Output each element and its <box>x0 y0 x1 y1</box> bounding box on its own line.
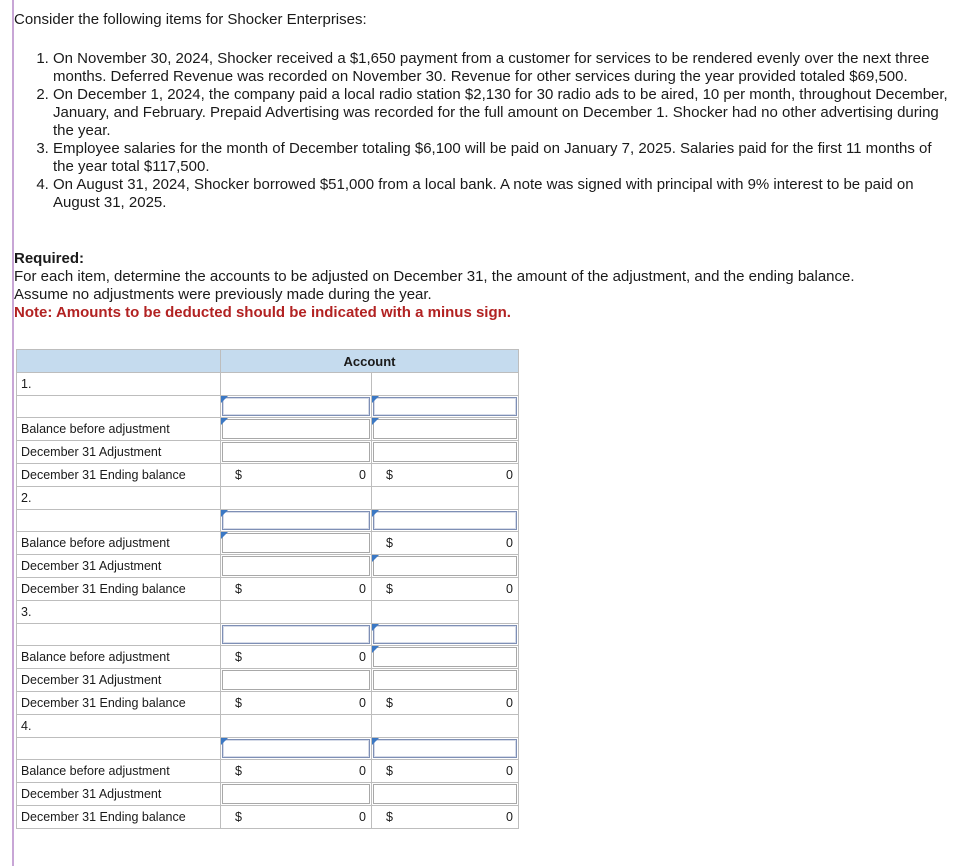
row-label-adjust: December 31 Adjustment <box>17 783 221 806</box>
ending-balance-value: 0 <box>359 696 366 710</box>
account-name-select[interactable] <box>373 739 517 758</box>
row-label-adjust: December 31 Adjustment <box>17 441 221 464</box>
row-label-ending: December 31 Ending balance <box>17 578 221 601</box>
account-name-select[interactable] <box>222 397 370 416</box>
ending-balance-value: 0 <box>359 810 366 824</box>
ending-balance-value: 0 <box>506 810 513 824</box>
dropdown-flag-icon <box>372 738 379 745</box>
row-label-before: Balance before adjustment <box>17 418 221 441</box>
ending-balance-value: 0 <box>506 468 513 482</box>
row-label-before: Balance before adjustment <box>17 646 221 669</box>
dropdown-flag-icon <box>372 646 379 653</box>
currency-symbol: $ <box>235 810 242 824</box>
dropdown-flag-icon <box>221 396 228 403</box>
row-label-ending: December 31 Ending balance <box>17 464 221 487</box>
balance-value: 0 <box>359 764 366 778</box>
row-label-ending: December 31 Ending balance <box>17 692 221 715</box>
balance-value: 0 <box>506 536 513 550</box>
row-label-before: Balance before adjustment <box>17 532 221 555</box>
dropdown-flag-icon <box>372 624 379 631</box>
required-heading: Required: <box>14 250 85 267</box>
amount-input[interactable] <box>222 670 370 690</box>
adjustment-table <box>16 349 519 829</box>
item-number: 3. <box>17 601 221 624</box>
list-item: 3. Employee salaries for the month of December totaling $6,100 will be paid on January 7, 2025. Salaries paid for the first 11 months of the year total $117,500. <box>53 140 953 176</box>
required-line-1: For each item, determine the accounts to be adjusted on December 31, the amount of the adjustment, and the ending balance. <box>14 268 855 285</box>
currency-symbol: $ <box>386 764 393 778</box>
row-label-adjust: December 31 Adjustment <box>17 555 221 578</box>
header-blank <box>17 350 221 373</box>
amount-input[interactable] <box>373 442 517 462</box>
amount-input[interactable] <box>222 556 370 576</box>
account-header: Account <box>221 350 519 373</box>
list-item: 2. On December 1, 2024, the company paid a local radio station $2,130 for 30 radio ads to be aired, 10 per month, throughout December, January, and February. Prepaid Advertising was recorded for the full amount on December 1. Shocker had no other advertising during the year. <box>53 86 953 140</box>
amount-input[interactable] <box>373 556 517 576</box>
list-item: 4. On August 31, 2024, Shocker borrowed $51,000 from a local bank. A note was signed with principal with 9% interest to be paid on August 31, 2025. <box>53 176 953 212</box>
amount-input[interactable] <box>373 784 517 804</box>
list-item: 1. On November 30, 2024, Shocker received a $1,650 payment from a customer for services to be rendered evenly over the next three months. Deferred Revenue was recorded on November 30. Revenue for other services during the year provided totaled $69,500. <box>53 50 953 86</box>
account-name-select[interactable] <box>222 511 370 530</box>
currency-symbol: $ <box>235 696 242 710</box>
amount-input[interactable] <box>222 419 370 439</box>
account-name-select[interactable] <box>222 625 370 644</box>
amount-input[interactable] <box>373 670 517 690</box>
required-line-2: Assume no adjustments were previously made during the year. <box>14 286 432 303</box>
currency-symbol: $ <box>386 696 393 710</box>
currency-symbol: $ <box>386 468 393 482</box>
ending-balance-value: 0 <box>359 582 366 596</box>
dropdown-flag-icon <box>372 510 379 517</box>
item-number: 2. <box>17 487 221 510</box>
currency-symbol: $ <box>235 582 242 596</box>
dropdown-flag-icon <box>372 396 379 403</box>
dropdown-flag-icon <box>221 738 228 745</box>
dropdown-flag-icon <box>221 418 228 425</box>
amount-input[interactable] <box>222 442 370 462</box>
account-name-select[interactable] <box>222 739 370 758</box>
account-name-select[interactable] <box>373 397 517 416</box>
item-number: 1. <box>17 373 221 396</box>
currency-symbol: $ <box>386 810 393 824</box>
currency-symbol: $ <box>235 468 242 482</box>
dropdown-flag-icon <box>221 510 228 517</box>
ending-balance-value: 0 <box>359 468 366 482</box>
required-section <box>14 250 954 322</box>
balance-value: 0 <box>506 764 513 778</box>
row-label-adjust: December 31 Adjustment <box>17 669 221 692</box>
required-note: Note: Amounts to be deducted should be indicated with a minus sign. <box>14 304 511 321</box>
dropdown-flag-icon <box>372 418 379 425</box>
amount-input[interactable] <box>222 533 370 553</box>
currency-symbol: $ <box>235 764 242 778</box>
currency-symbol: $ <box>386 582 393 596</box>
row-label-ending: December 31 Ending balance <box>17 806 221 829</box>
amount-input[interactable] <box>373 647 517 667</box>
amount-input[interactable] <box>222 784 370 804</box>
currency-symbol: $ <box>235 650 242 664</box>
dropdown-flag-icon <box>372 555 379 562</box>
row-label-before: Balance before adjustment <box>17 760 221 783</box>
account-name-select[interactable] <box>373 511 517 530</box>
item-number: 4. <box>17 715 221 738</box>
ending-balance-value: 0 <box>506 582 513 596</box>
dropdown-flag-icon <box>221 532 228 539</box>
account-name-select[interactable] <box>373 625 517 644</box>
intro-text: Consider the following items for Shocker Enterprises: <box>14 11 367 28</box>
items-list <box>14 50 953 212</box>
ending-balance-value: 0 <box>506 696 513 710</box>
amount-input[interactable] <box>373 419 517 439</box>
currency-symbol: $ <box>386 536 393 550</box>
balance-value: 0 <box>359 650 366 664</box>
